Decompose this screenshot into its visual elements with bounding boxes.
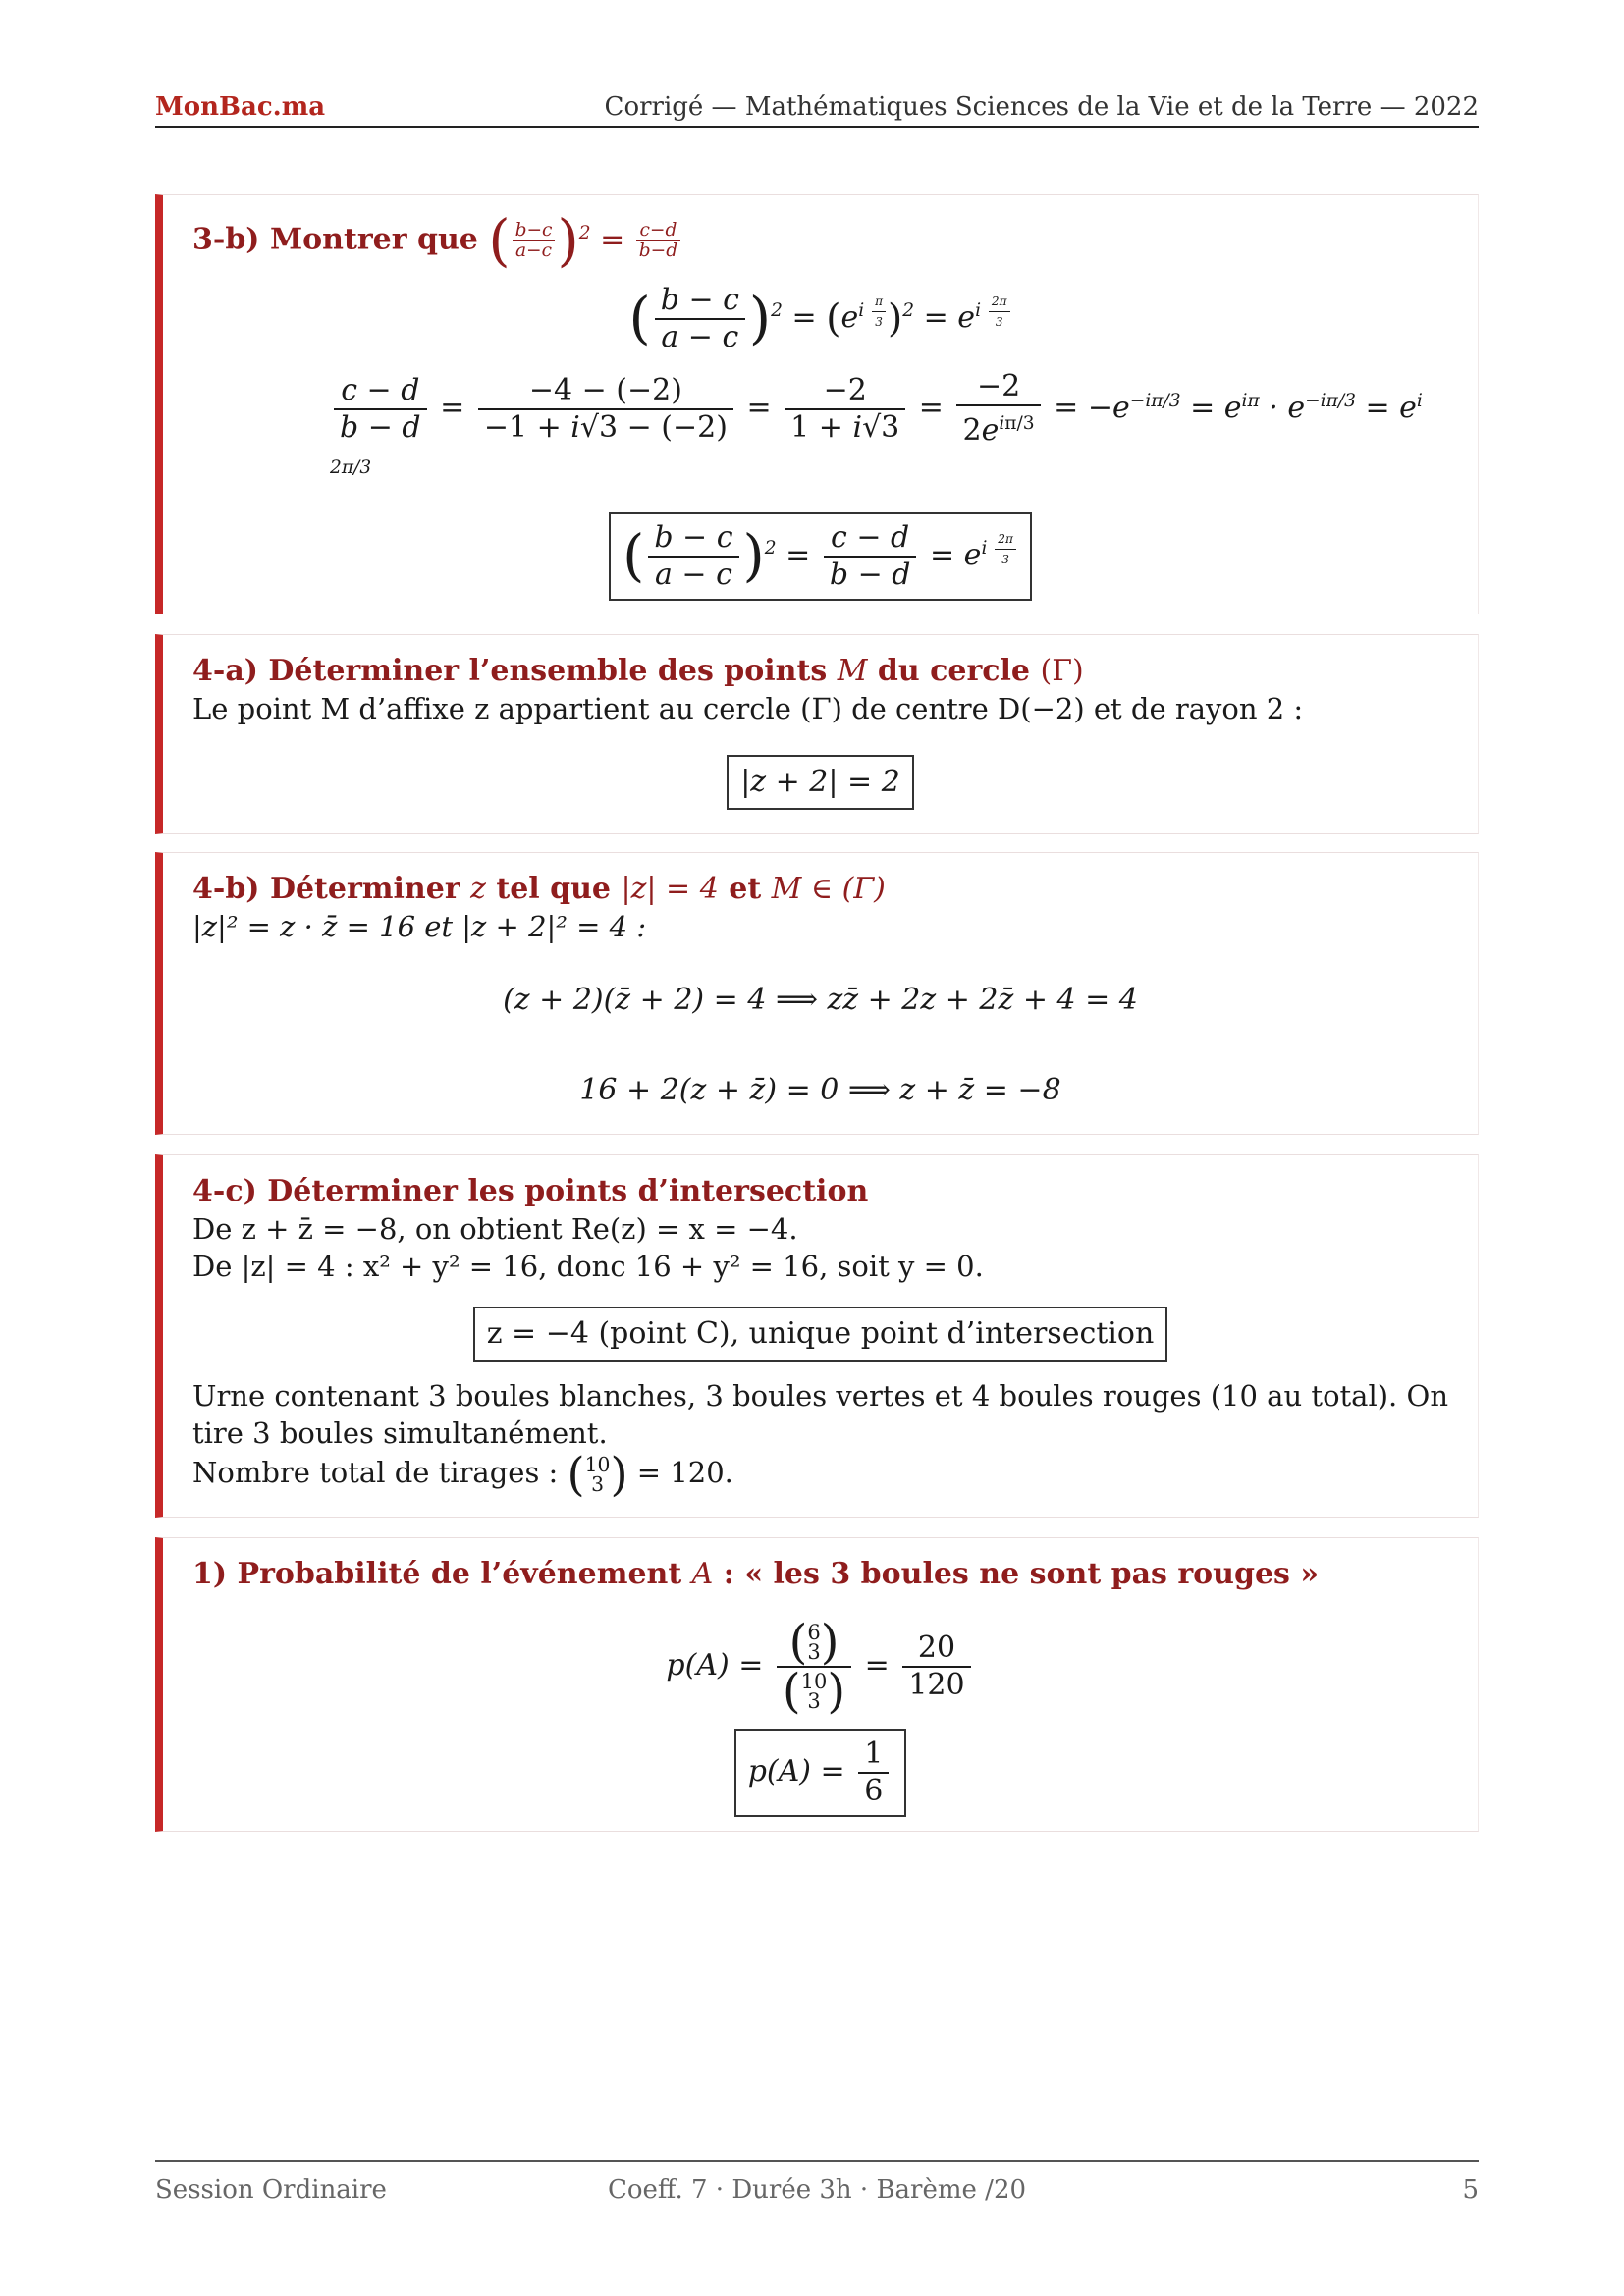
section-4c xyxy=(155,1154,1479,1518)
section-4c-line2: De |z| = 4 : x² + y² = 16, donc 16 + y² = 16, soit y = 0. xyxy=(192,1250,984,1283)
result-3b: ( $\frac{b - c}{a - c}$ )$^2$ = $\frac{c - d}{b - d}$ = $e^{i \frac{2\pi}{3}}$ xyxy=(192,512,1448,601)
equation-3b-2: $\frac{c - d}{b - d}$ = $\frac{-4 - (-2)}{-1 + i√3 - (-2)}$ = $\frac{-2}{1 + i√3}$ = $\frac{-2}{2e^{i\pi/3}}$ = $-e^{-i\pi/3} = e^{i\pi} \cdot e^{-i\pi/3} = e^{i 2\pi/3}$ xyxy=(330,369,1423,478)
footer-session: Session Ordinaire xyxy=(155,2175,387,2205)
section-4a-text: Le point M d’affixe z appartient au cercle (Γ) de centre D(−2) et de rayon 2 : xyxy=(192,692,1304,725)
section-4a-title: 4-a) Déterminer l’ensemble des points M du cercle (Γ) xyxy=(192,654,1084,688)
section-prob-1 xyxy=(155,1537,1479,1832)
header-title: Corrigé — Mathématiques Sciences de la Vie et de la Terre — 2022 xyxy=(604,92,1479,122)
equation-3b-1: ( $\frac{b - c}{a - c}$ )$^2 = (e^{i \frac{\pi}{3}}$ )$^2 = e^{i \frac{2\pi}{3}}$ xyxy=(192,283,1448,355)
equation-4b-2: 16 + 2(z + z̄) = 0 ⟹ z + z̄ = −8 xyxy=(579,1073,1061,1107)
section-4c-line1: De z + z̄ = −8, on obtient Re(z) = x = −4. xyxy=(192,1212,798,1246)
section-4a xyxy=(155,634,1479,834)
brand-logo: MonBac.ma xyxy=(155,92,326,122)
page-header xyxy=(155,90,1479,128)
result-4c: z = −4 (point C), unique point d’intersection xyxy=(192,1307,1448,1362)
section-3b-title: 3-b) Montrer que ( $\frac{b-c}{a-c}$ )$^2$ = $\frac{c-d}{b-d}$ xyxy=(192,213,1448,269)
equation-4b-1: (z + 2)(z̄ + 2) = 4 ⟹ zz̄ + 2z + 2z̄ + 4 = 4 xyxy=(503,983,1138,1017)
equation-prob-1: p(A) = ( 6 3 ) ( 10 3 ) = $\frac{20}{120}$ xyxy=(192,1619,1448,1715)
section-3b xyxy=(155,194,1479,614)
section-prob-1-title: 1) Probabilité de l’événement A : « les 3 boules ne sont pas rouges » xyxy=(192,1557,1320,1591)
section-4b xyxy=(155,852,1479,1135)
section-4c-title: 4-c) Déterminer les points d’intersection xyxy=(192,1174,869,1208)
section-4b-title: 4-b) Déterminer z tel que |z| = 4 et M ∈ (Γ) xyxy=(192,872,886,906)
page-footer xyxy=(155,2160,1479,2205)
page-number: 5 xyxy=(1462,2175,1479,2205)
footer-info: Coeff. 7 · Durée 3h · Barème /20 xyxy=(607,2175,1027,2205)
result-4a: |z + 2| = 2 xyxy=(192,755,1448,810)
urn-description: Urne contenant 3 boules blanches, 3 boules vertes et 4 boules rouges (10 au total). On tire 3 boules simultanément. xyxy=(192,1379,1448,1450)
total-draws: Nombre total de tirages : ( 10 3 ) = 120. xyxy=(192,1448,733,1501)
result-prob-1: p(A) = $\frac{1}{6}$ xyxy=(192,1729,1448,1817)
section-4b-text: |z|² = z · z̄ = 16 et |z + 2|² = 4 : xyxy=(192,910,647,943)
